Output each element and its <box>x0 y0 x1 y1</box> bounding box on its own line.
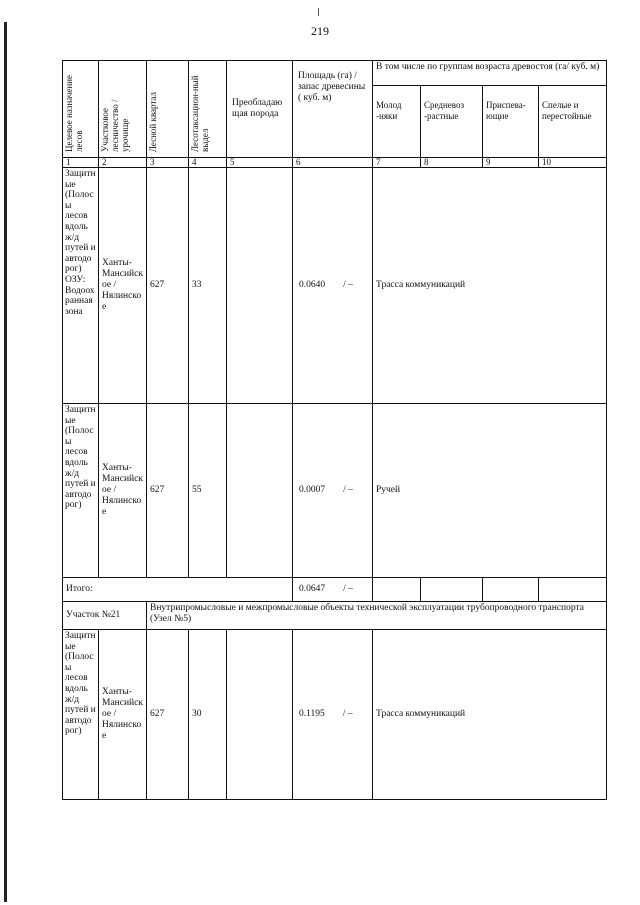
species-cell <box>227 404 293 578</box>
header-forestry: Участковое лесничество / урочище <box>99 61 147 158</box>
total-row <box>63 578 607 602</box>
header-mature: Спелые и перестойные <box>539 86 607 158</box>
col-num-2: 2 <box>99 158 147 168</box>
col-num-7: 7 <box>373 158 421 168</box>
note-cell: Трасса коммуникаций <box>373 168 607 404</box>
allotment-cell: 33 <box>189 168 227 404</box>
forest-table <box>62 60 607 800</box>
table-row <box>63 168 607 404</box>
total-area: 0.0647 / – <box>293 578 373 602</box>
section-label: Участок №21 <box>63 602 147 630</box>
col-num-1: 1 <box>63 158 99 168</box>
column-number-row <box>63 158 607 168</box>
total-young <box>373 578 421 602</box>
total-maturing <box>483 578 539 602</box>
quarter-cell: 627 <box>147 404 189 578</box>
species-cell <box>227 168 293 404</box>
header-purpose: Целевое назначение лесов <box>63 61 99 158</box>
col-num-6: 6 <box>293 158 373 168</box>
section-title: Внутрипромысловые и межпромысловые объекты технической эксплуатации трубопроводного транспорта (Узел №5) <box>147 602 607 630</box>
page-number: 219 <box>311 24 329 38</box>
purpose-cell: Защитные (Полосы лесов вдоль ж/д путей и автодорог) <box>63 404 99 578</box>
header-quarter: Лесной квартал <box>147 61 189 158</box>
forestry-cell: Ханты-Мансийское / Нялинское <box>99 630 147 800</box>
quarter-cell: 627 <box>147 630 189 800</box>
col-num-4: 4 <box>189 158 227 168</box>
area-cell: 0.0007 / – <box>293 404 373 578</box>
header-row-1 <box>63 61 607 86</box>
col-num-3: 3 <box>147 158 189 168</box>
col-num-8: 8 <box>421 158 483 168</box>
species-cell <box>227 630 293 800</box>
quarter-cell: 627 <box>147 168 189 404</box>
scan-edge-bar <box>4 22 7 902</box>
header-allotment: Лесотаксацион-ный выдел <box>189 61 227 158</box>
area-cell: 0.0640 / – <box>293 168 373 404</box>
total-mature <box>539 578 607 602</box>
col-num-9: 9 <box>483 158 539 168</box>
allotment-cell: 55 <box>189 404 227 578</box>
total-label: Итого: <box>63 578 293 602</box>
forestry-cell: Ханты-Мансийское / Нялинское <box>99 404 147 578</box>
area-cell: 0.1195 / – <box>293 630 373 800</box>
header-age-groups: В том числе по группам возраста древостоя (га/ куб. м) <box>373 61 607 86</box>
col-num-5: 5 <box>227 158 293 168</box>
header-species: Преобладающая порода <box>227 61 293 158</box>
total-middle-aged <box>421 578 483 602</box>
col-num-10: 10 <box>539 158 607 168</box>
allotment-cell: 30 <box>189 630 227 800</box>
header-middle-aged: Средневоз -растные <box>421 86 483 158</box>
section-row <box>63 602 607 630</box>
forestry-cell: Ханты-Мансийское / Нялинское <box>99 168 147 404</box>
header-young: Молод -няки <box>373 86 421 158</box>
note-cell: Ручей <box>373 404 607 578</box>
purpose-cell: Защитные (Полосы лесов вдоль ж/д путей и автодорог) ОЗУ: Водоохранная зона <box>63 168 99 404</box>
table-row <box>63 630 607 800</box>
purpose-cell: Защитные (Полосы лесов вдоль ж/д путей и автодорог) <box>63 630 99 800</box>
note-cell: Трасса коммуникаций <box>373 630 607 800</box>
scan-mark <box>318 8 319 16</box>
header-area: Площадь (га) / запас древесины ( куб. м) <box>293 61 373 158</box>
header-maturing: Приспева-ющие <box>483 86 539 158</box>
table-row <box>63 404 607 578</box>
